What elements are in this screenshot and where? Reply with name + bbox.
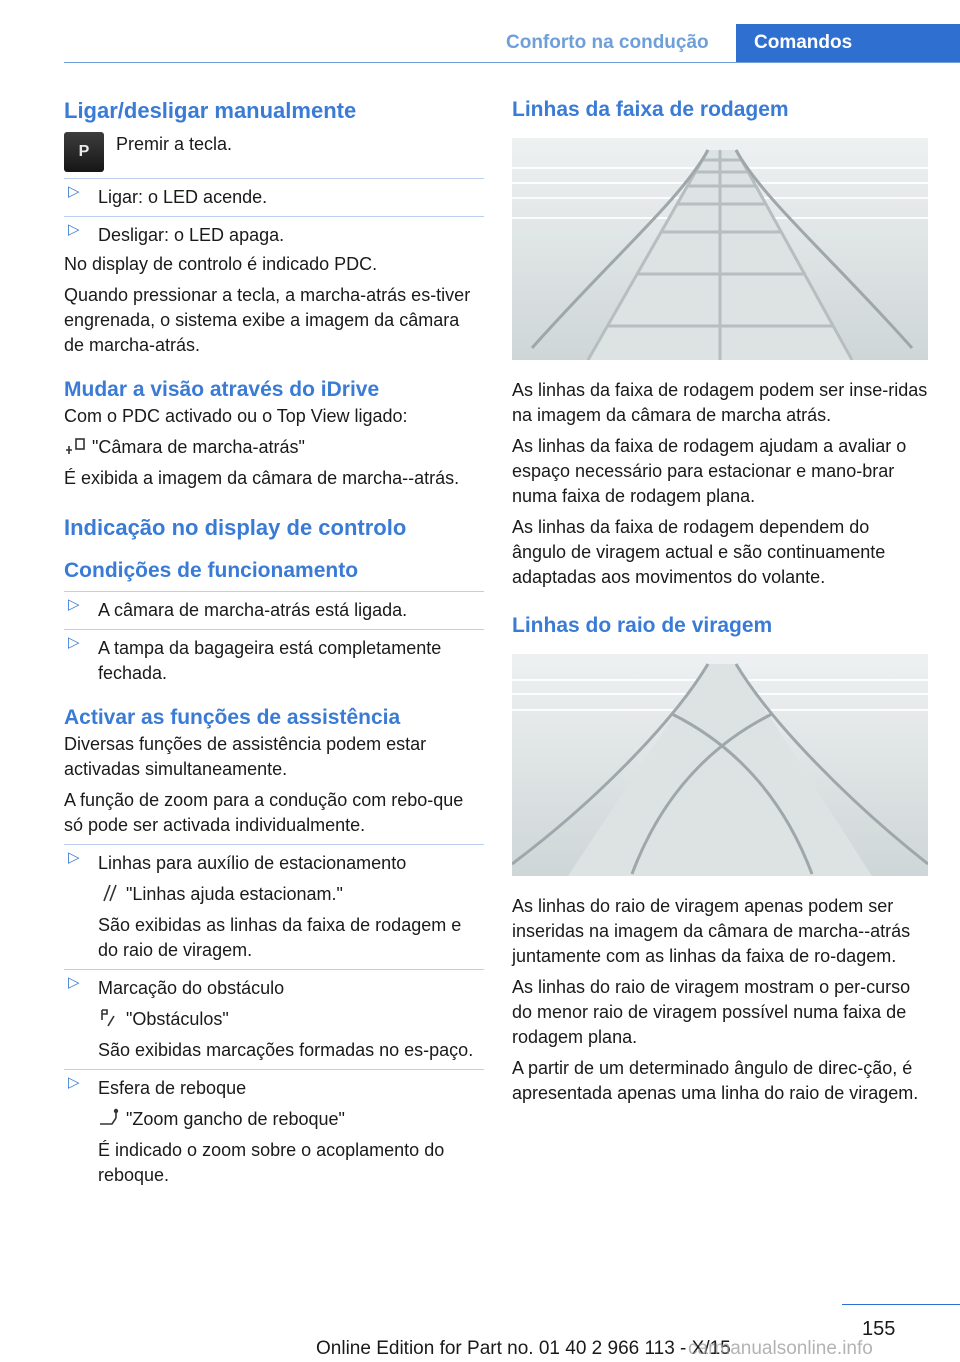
key-instruction-text: Premir a tecla. xyxy=(116,134,233,154)
paragraph-press: Quando pressionar a tecla, a marcha-atrás es-tiver engrenada, o sistema exibe a imagem da câmara de marcha-atrás. xyxy=(64,285,471,355)
list-item: ▷ A câmara de marcha-atrás está ligada. xyxy=(64,591,484,623)
bullet-triangle-icon: ▷ xyxy=(68,974,80,991)
right-column xyxy=(512,96,928,1106)
heading-radius: Linhas do raio de viragem xyxy=(512,614,773,637)
footer-rule xyxy=(842,1304,960,1305)
paragraph-lanes-2: As linhas da faixa de rodagem ajudam a avaliar o espaço necessário para estacionar e mano-brar numa faixa de rodagem plana. xyxy=(512,436,907,506)
section-tab[interactable]: Conforto na condução xyxy=(506,32,709,53)
paragraph-lanes-1: As linhas da faixa de rodagem podem ser inse-ridas na imagem da câmara de marcha atrás. xyxy=(512,380,928,425)
turning-radius-illustration xyxy=(512,654,928,876)
parking-lines-icon xyxy=(98,883,120,903)
paragraph-multi: Diversas funções de assistência podem estar activadas simultaneamente. xyxy=(64,734,427,779)
paragraph-with-pdc: Com o PDC activado ou o Top View ligado: xyxy=(64,406,408,426)
rear-camera-icon xyxy=(64,436,86,456)
left-column xyxy=(64,96,484,1188)
turning-radius-figure xyxy=(512,654,928,876)
paragraph-shown: É exibida a imagem da câmara de marcha--atrás. xyxy=(64,468,460,488)
list-item: ▷ Ligar: o LED acende. xyxy=(64,178,484,210)
paragraph-radius-2: As linhas do raio de viragem mostram o per-curso do menor raio de viragem possível numa faixa de rodagem plana. xyxy=(512,977,911,1047)
obstacle-marking-icon xyxy=(98,1008,120,1028)
bullet-triangle-icon: ▷ xyxy=(68,634,80,651)
manual-toggle-list xyxy=(64,178,484,248)
paragraph-lanes-3: As linhas da faixa de rodagem dependem do ângulo de viragem actual e são continuamente adaptadas aos movimentos do volante. xyxy=(512,517,886,587)
pdc-key-icon xyxy=(64,132,104,172)
heading-assist: Activar as funções de assistência xyxy=(64,706,401,729)
lane-lines-illustration xyxy=(512,138,928,360)
lane-lines-figure xyxy=(512,138,928,360)
heading-manual-toggle: Ligar/desligar manualmente xyxy=(64,98,357,123)
chapter-tab[interactable]: Comandos xyxy=(736,24,960,62)
key-instruction xyxy=(64,132,484,172)
list-item: ▷ A tampa da bagageira está completamente fechada. xyxy=(64,629,484,686)
paragraph-radius-1: As linhas do raio de viragem apenas podem ser inseridas na imagem da câmara de marcha--atrás juntamente com as linhas da faixa de ro-dagem. xyxy=(512,896,911,966)
paragraph-radius-3: A partir de um determinado ângulo de direc-ção, é apresentada apenas uma linha do raio de viragem. xyxy=(512,1058,919,1103)
conditions-list xyxy=(64,591,484,686)
bullet-triangle-icon: ▷ xyxy=(68,221,80,238)
page-number: 155 xyxy=(862,1318,896,1340)
list-item: ▷ Desligar: o LED apaga. xyxy=(64,216,484,248)
heading-conditions: Condições de funcionamento xyxy=(64,559,359,582)
paragraph-pdc: No display de controlo é indicado PDC. xyxy=(64,254,378,274)
bullet-triangle-icon: ▷ xyxy=(68,183,80,200)
heading-idrive: Mudar a visão através do iDrive xyxy=(64,378,380,401)
list-item: ▷ Marcação do obstáculo "Obstáculos" São exibidas marcações formadas no es-paço. xyxy=(64,969,484,1063)
heading-display: Indicação no display de controlo xyxy=(64,515,407,540)
watermark: carmanualsonline.info xyxy=(688,1338,873,1359)
assist-list xyxy=(64,844,484,1188)
paragraph-zoom: A função de zoom para a condução com rebo-que só pode ser activada individualmente. xyxy=(64,790,464,835)
pdc-key-glyph: P xyxy=(78,143,90,160)
camera-menu-line: "Câmara de marcha-atrás" xyxy=(64,435,484,460)
edition-text: Online Edition for Part no. 01 40 2 966 113 - X/15 xyxy=(316,1338,731,1359)
tow-hitch-icon xyxy=(98,1108,120,1128)
bullet-triangle-icon: ▷ xyxy=(68,1074,80,1091)
bullet-triangle-icon: ▷ xyxy=(68,596,80,613)
list-item: ▷ Esfera de reboque "Zoom gancho de reboque" É indicado o zoom sobre o acoplamento do reboque. xyxy=(64,1069,484,1188)
header-rule xyxy=(64,62,960,63)
list-item: ▷ Linhas para auxílio de estacionamento "Linhas ajuda estacionam." São exibidas as linhas da faixa de rodagem e do raio de viragem. xyxy=(64,844,484,963)
bullet-triangle-icon: ▷ xyxy=(68,849,80,866)
heading-lanes: Linhas da faixa de rodagem xyxy=(512,98,789,121)
